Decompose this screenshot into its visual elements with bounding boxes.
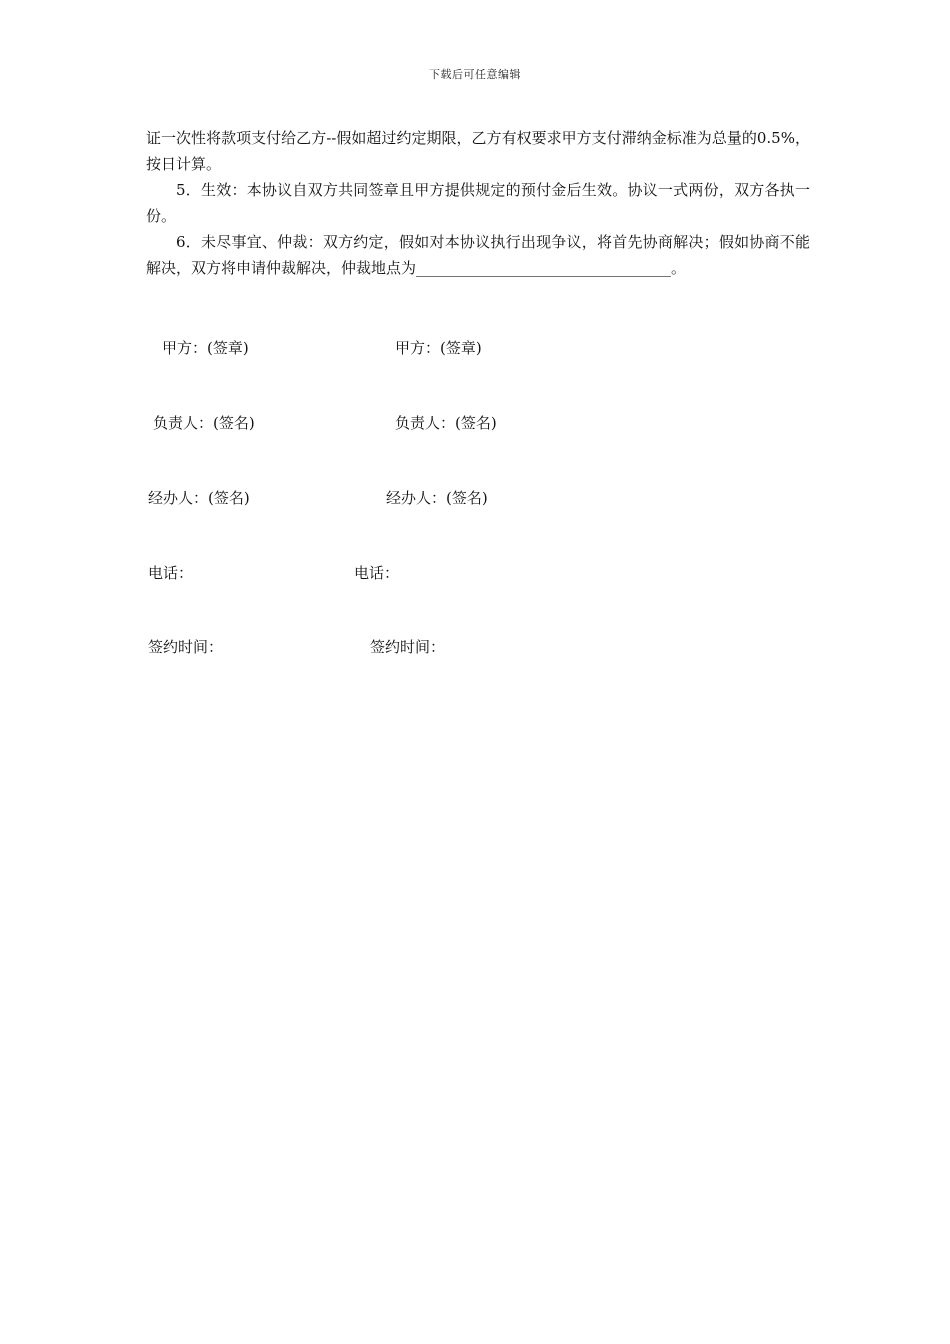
paragraph-payment-continued: 证一次性将款项支付给乙方--假如超过约定期限，乙方有权要求甲方支付滞纳金标准为总量的0.5%，按日计算。: [146, 129, 810, 173]
right-party-seal: 甲方：(签章): [395, 339, 482, 357]
left-party-seal: 甲方：(签章): [162, 339, 249, 357]
right-signing-date: 签约时间：: [370, 638, 446, 656]
left-phone: 电话：: [148, 564, 194, 582]
agreement-body: [146, 125, 810, 281]
right-handler-signature: 经办人：(签名): [386, 489, 488, 507]
left-handler-signature: 经办人：(签名): [148, 489, 250, 507]
left-responsible-signature: 负责人：(签名): [153, 414, 255, 432]
page-header-note: 下载后可任意编辑: [429, 68, 521, 81]
right-phone: 电话：: [354, 564, 400, 582]
right-responsible-signature: 负责人：(签名): [395, 414, 497, 432]
left-signing-date: 签约时间：: [148, 638, 224, 656]
paragraph-arbitration: 6．未尽事宜、仲裁：双方约定，假如对本协议执行出现争议，将首先协商解决；假如协商不能解决，双方将申请仲裁解决，仲裁地点为__________________________________。: [146, 233, 810, 277]
paragraph-effectiveness: 5．生效：本协议自双方共同签章且甲方提供规定的预付金后生效。协议一式两份，双方各执一份。: [146, 181, 810, 225]
